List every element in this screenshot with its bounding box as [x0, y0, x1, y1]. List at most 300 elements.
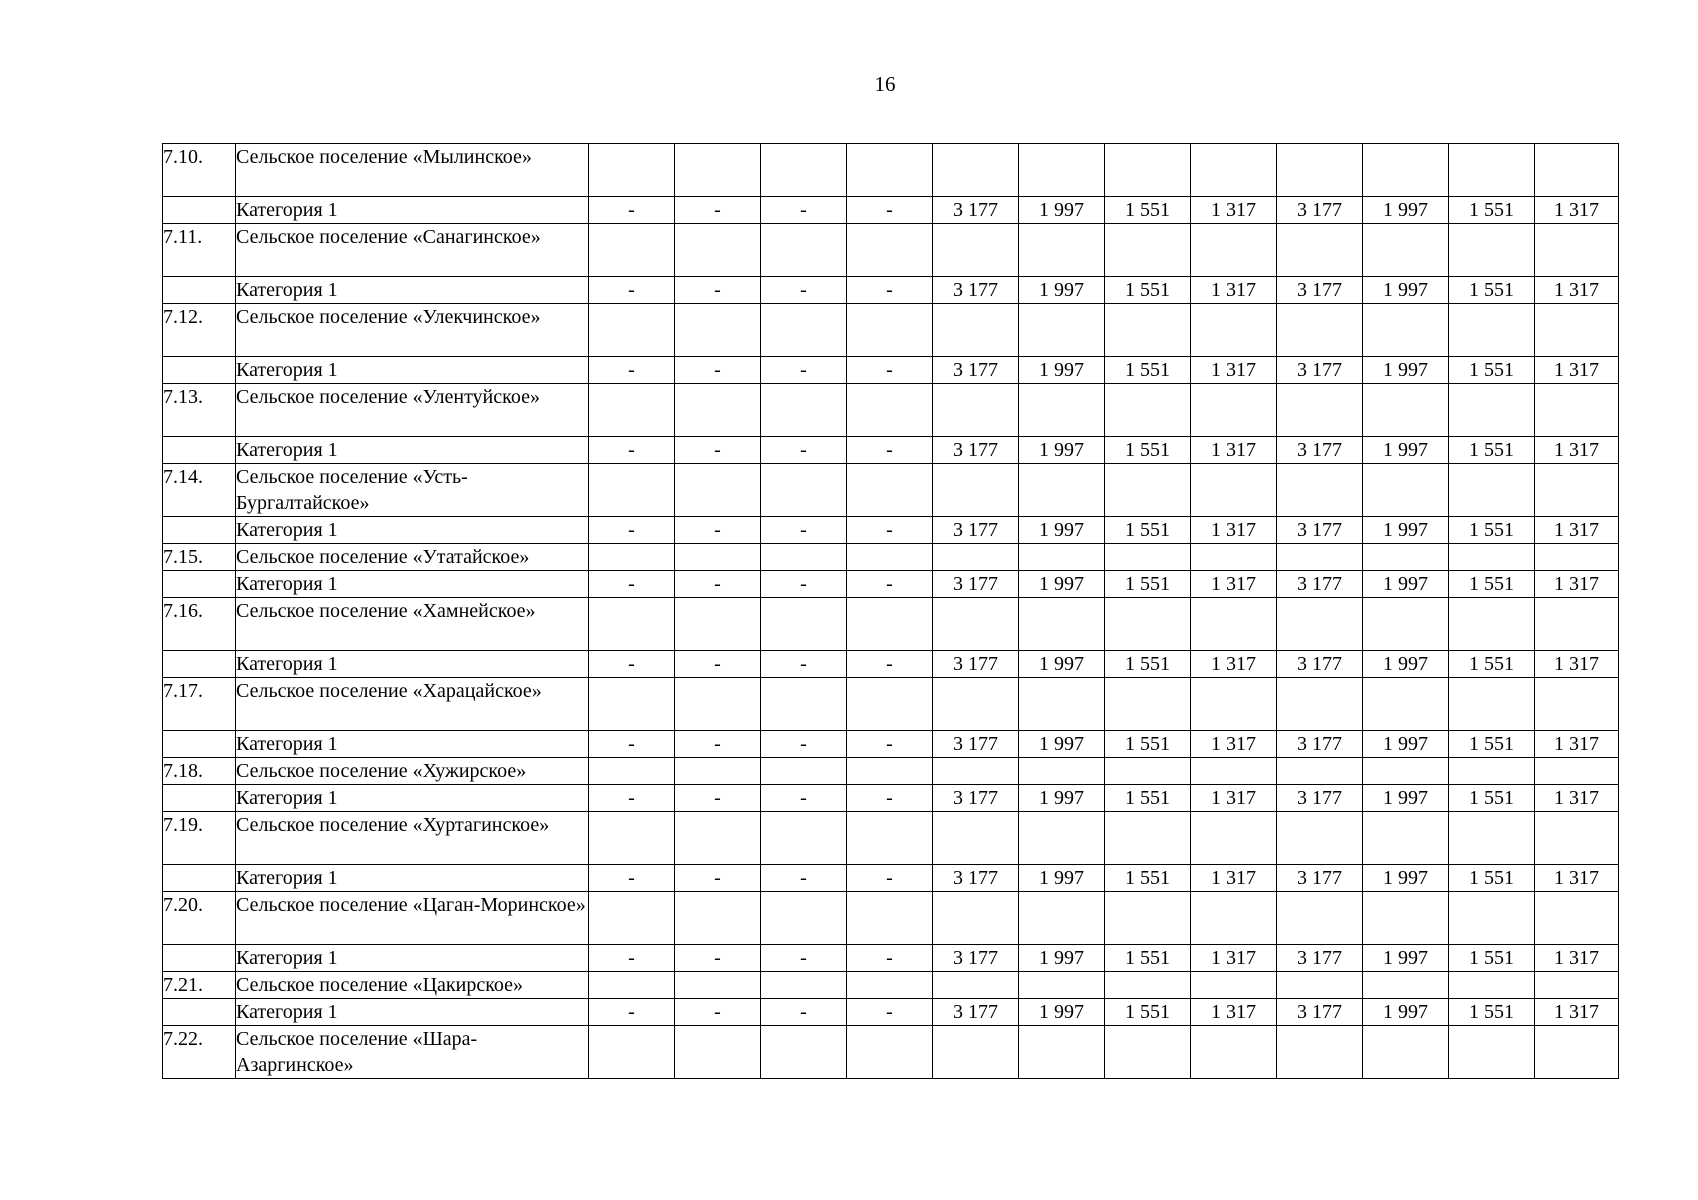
empty-cell	[1019, 384, 1105, 437]
empty-cell	[933, 224, 1019, 277]
settlement-row	[163, 758, 1619, 785]
value-cell: 1 317	[1191, 785, 1277, 812]
empty-cell	[1019, 304, 1105, 357]
value-cell: 1 551	[1449, 785, 1535, 812]
category-label: Категория 1	[236, 517, 589, 544]
value-cell: 3 177	[933, 197, 1019, 224]
value-cell: 1 551	[1449, 571, 1535, 598]
settlement-name: Сельское поселение «Улекчинское»	[236, 304, 589, 357]
value-cell: 1 317	[1191, 731, 1277, 758]
empty-cell	[1191, 544, 1277, 571]
empty-cell	[589, 384, 675, 437]
category-row	[163, 357, 1619, 384]
value-cell: 1 997	[1019, 571, 1105, 598]
empty-cell	[1019, 972, 1105, 999]
empty-cell	[1535, 304, 1619, 357]
value-cell: 3 177	[1277, 999, 1363, 1026]
value-cell: 1 317	[1535, 197, 1619, 224]
empty-cell	[1277, 1026, 1363, 1079]
empty-cell	[847, 224, 933, 277]
empty-cell	[675, 544, 761, 571]
value-cell: 3 177	[1277, 517, 1363, 544]
category-label: Категория 1	[236, 785, 589, 812]
empty-cell	[1191, 1026, 1277, 1079]
empty-cell	[1363, 544, 1449, 571]
empty-cell	[1277, 678, 1363, 731]
empty-cell	[675, 678, 761, 731]
empty-cell	[1277, 144, 1363, 197]
value-cell: 3 177	[1277, 197, 1363, 224]
value-cell: 1 551	[1449, 517, 1535, 544]
empty-cell	[1449, 544, 1535, 571]
value-cell: -	[589, 651, 675, 678]
settlement-name: Сельское поселение «Хамнейское»	[236, 598, 589, 651]
empty-cell	[1535, 972, 1619, 999]
empty-cell	[847, 758, 933, 785]
row-number: 7.16.	[163, 598, 236, 651]
empty-cell	[1277, 812, 1363, 865]
value-cell: 1 997	[1019, 651, 1105, 678]
settlement-row	[163, 224, 1619, 277]
empty-cell	[1191, 598, 1277, 651]
category-row	[163, 651, 1619, 678]
value-cell: -	[675, 437, 761, 464]
value-cell: 1 317	[1535, 517, 1619, 544]
value-cell: -	[589, 571, 675, 598]
value-cell: 1 317	[1191, 945, 1277, 972]
row-number-cell	[163, 999, 236, 1026]
empty-cell	[1277, 758, 1363, 785]
empty-cell	[1191, 972, 1277, 999]
empty-cell	[933, 304, 1019, 357]
value-cell: 1 997	[1363, 785, 1449, 812]
empty-cell	[847, 1026, 933, 1079]
value-cell: 1 551	[1105, 437, 1191, 464]
empty-cell	[675, 812, 761, 865]
category-row	[163, 945, 1619, 972]
empty-cell	[847, 304, 933, 357]
empty-cell	[1363, 812, 1449, 865]
empty-cell	[933, 758, 1019, 785]
empty-cell	[761, 972, 847, 999]
value-cell: 1 317	[1191, 571, 1277, 598]
value-cell: 1 551	[1105, 785, 1191, 812]
empty-cell	[761, 812, 847, 865]
empty-cell	[1105, 384, 1191, 437]
category-row	[163, 437, 1619, 464]
empty-cell	[1277, 892, 1363, 945]
category-label: Категория 1	[236, 277, 589, 304]
value-cell: 1 551	[1449, 945, 1535, 972]
value-cell: 1 317	[1191, 865, 1277, 892]
value-cell: 3 177	[1277, 277, 1363, 304]
value-cell: -	[675, 785, 761, 812]
empty-cell	[1535, 464, 1619, 517]
value-cell: 1 551	[1105, 731, 1191, 758]
value-cell: 1 317	[1535, 437, 1619, 464]
value-cell: 1 551	[1105, 517, 1191, 544]
empty-cell	[1535, 758, 1619, 785]
row-number-cell	[163, 731, 236, 758]
empty-cell	[589, 224, 675, 277]
empty-cell	[1105, 1026, 1191, 1079]
settlement-name: Сельское поселение «Улентуйское»	[236, 384, 589, 437]
empty-cell	[1449, 598, 1535, 651]
empty-cell	[1105, 544, 1191, 571]
value-cell: 1 551	[1449, 437, 1535, 464]
value-cell: -	[589, 945, 675, 972]
empty-cell	[847, 812, 933, 865]
empty-cell	[1363, 678, 1449, 731]
value-cell: 1 997	[1019, 865, 1105, 892]
value-cell: 3 177	[1277, 945, 1363, 972]
value-cell: 1 997	[1363, 865, 1449, 892]
value-cell: -	[761, 437, 847, 464]
empty-cell	[761, 304, 847, 357]
value-cell: 3 177	[933, 357, 1019, 384]
empty-cell	[589, 812, 675, 865]
empty-cell	[1449, 384, 1535, 437]
empty-cell	[1449, 972, 1535, 999]
empty-cell	[761, 758, 847, 785]
value-cell: 3 177	[933, 517, 1019, 544]
category-row	[163, 197, 1619, 224]
value-cell: 3 177	[1277, 437, 1363, 464]
empty-cell	[1449, 144, 1535, 197]
value-cell: -	[761, 945, 847, 972]
value-cell: 1 551	[1105, 277, 1191, 304]
empty-cell	[847, 144, 933, 197]
value-cell: 1 551	[1449, 865, 1535, 892]
settlement-row	[163, 678, 1619, 731]
empty-cell	[933, 972, 1019, 999]
value-cell: 1 997	[1019, 197, 1105, 224]
empty-cell	[1191, 758, 1277, 785]
row-number-cell	[163, 651, 236, 678]
row-number-cell	[163, 437, 236, 464]
settlement-row	[163, 144, 1619, 197]
empty-cell	[761, 544, 847, 571]
value-cell: -	[589, 357, 675, 384]
value-cell: -	[847, 651, 933, 678]
value-cell: 3 177	[1277, 357, 1363, 384]
row-number-cell	[163, 277, 236, 304]
row-number: 7.18.	[163, 758, 236, 785]
value-cell: 3 177	[933, 277, 1019, 304]
value-cell: 1 317	[1191, 517, 1277, 544]
empty-cell	[933, 678, 1019, 731]
empty-cell	[1277, 464, 1363, 517]
empty-cell	[1363, 224, 1449, 277]
value-cell: 1 551	[1449, 197, 1535, 224]
empty-cell	[1535, 1026, 1619, 1079]
empty-cell	[1535, 892, 1619, 945]
empty-cell	[1535, 598, 1619, 651]
value-cell: 1 551	[1105, 999, 1191, 1026]
empty-cell	[761, 598, 847, 651]
empty-cell	[1019, 812, 1105, 865]
category-label: Категория 1	[236, 865, 589, 892]
value-cell: -	[589, 865, 675, 892]
settlement-row	[163, 464, 1619, 517]
category-row	[163, 517, 1619, 544]
empty-cell	[1449, 224, 1535, 277]
empty-cell	[675, 224, 761, 277]
category-label: Категория 1	[236, 945, 589, 972]
value-cell: -	[675, 357, 761, 384]
empty-cell	[675, 384, 761, 437]
value-cell: 3 177	[1277, 785, 1363, 812]
category-label: Категория 1	[236, 437, 589, 464]
empty-cell	[675, 144, 761, 197]
row-number: 7.15.	[163, 544, 236, 571]
value-cell: 1 551	[1449, 357, 1535, 384]
value-cell: -	[847, 277, 933, 304]
row-number-cell	[163, 571, 236, 598]
empty-cell	[1363, 384, 1449, 437]
value-cell: -	[589, 731, 675, 758]
value-cell: -	[761, 277, 847, 304]
empty-cell	[933, 598, 1019, 651]
empty-cell	[1105, 304, 1191, 357]
value-cell: -	[589, 999, 675, 1026]
value-cell: -	[589, 785, 675, 812]
value-cell: -	[589, 277, 675, 304]
value-cell: 3 177	[933, 945, 1019, 972]
empty-cell	[1277, 224, 1363, 277]
value-cell: -	[847, 357, 933, 384]
empty-cell	[589, 598, 675, 651]
empty-cell	[1019, 464, 1105, 517]
value-cell: -	[675, 731, 761, 758]
value-cell: -	[847, 437, 933, 464]
settlement-name: Сельское поселение «Цакирское»	[236, 972, 589, 999]
value-cell: 1 317	[1191, 277, 1277, 304]
value-cell: -	[675, 945, 761, 972]
empty-cell	[1363, 304, 1449, 357]
empty-cell	[1363, 972, 1449, 999]
value-cell: 1 997	[1363, 197, 1449, 224]
empty-cell	[847, 544, 933, 571]
settlement-row	[163, 892, 1619, 945]
settlement-name: Сельское поселение «Хужирское»	[236, 758, 589, 785]
value-cell: -	[589, 197, 675, 224]
empty-cell	[847, 598, 933, 651]
empty-cell	[589, 892, 675, 945]
value-cell: 1 997	[1019, 785, 1105, 812]
value-cell: 1 317	[1535, 651, 1619, 678]
value-cell: 1 997	[1019, 277, 1105, 304]
row-number: 7.10.	[163, 144, 236, 197]
empty-cell	[1019, 892, 1105, 945]
value-cell: 1 997	[1019, 731, 1105, 758]
value-cell: -	[675, 277, 761, 304]
value-cell: 3 177	[933, 785, 1019, 812]
value-cell: 1 551	[1105, 571, 1191, 598]
empty-cell	[847, 384, 933, 437]
empty-cell	[761, 892, 847, 945]
empty-cell	[1191, 144, 1277, 197]
settlement-name: Сельское поселение «Усть-Бургалтайское»	[236, 464, 589, 517]
value-cell: 1 551	[1449, 999, 1535, 1026]
settlement-name: Сельское поселение «Утатайское»	[236, 544, 589, 571]
row-number: 7.20.	[163, 892, 236, 945]
category-row	[163, 571, 1619, 598]
empty-cell	[1449, 812, 1535, 865]
value-cell: 1 997	[1363, 437, 1449, 464]
value-cell: -	[675, 517, 761, 544]
empty-cell	[1535, 144, 1619, 197]
empty-cell	[1191, 224, 1277, 277]
value-cell: 1 317	[1535, 571, 1619, 598]
empty-cell	[761, 678, 847, 731]
empty-cell	[933, 144, 1019, 197]
settlement-name: Сельское поселение «Хуртагинское»	[236, 812, 589, 865]
value-cell: 1 551	[1105, 197, 1191, 224]
value-cell: 3 177	[933, 731, 1019, 758]
empty-cell	[1105, 464, 1191, 517]
value-cell: 1 551	[1105, 651, 1191, 678]
value-cell: -	[847, 731, 933, 758]
value-cell: 1 317	[1191, 651, 1277, 678]
settlement-row	[163, 598, 1619, 651]
value-cell: 1 997	[1363, 357, 1449, 384]
settlement-row	[163, 1026, 1619, 1079]
value-cell: -	[761, 785, 847, 812]
empty-cell	[1277, 598, 1363, 651]
empty-cell	[1277, 304, 1363, 357]
value-cell: -	[847, 999, 933, 1026]
settlement-row	[163, 812, 1619, 865]
row-number-cell	[163, 945, 236, 972]
empty-cell	[1019, 598, 1105, 651]
empty-cell	[675, 598, 761, 651]
category-row	[163, 999, 1619, 1026]
empty-cell	[847, 678, 933, 731]
row-number: 7.13.	[163, 384, 236, 437]
empty-cell	[1019, 678, 1105, 731]
empty-cell	[1449, 678, 1535, 731]
settlement-name: Сельское поселение «Мылинское»	[236, 144, 589, 197]
value-cell: 1 317	[1191, 197, 1277, 224]
empty-cell	[675, 464, 761, 517]
value-cell: 1 317	[1535, 999, 1619, 1026]
value-cell: 1 551	[1105, 865, 1191, 892]
value-cell: -	[847, 571, 933, 598]
row-number-cell	[163, 197, 236, 224]
row-number: 7.14.	[163, 464, 236, 517]
table-body	[163, 144, 1619, 1079]
value-cell: 1 317	[1535, 865, 1619, 892]
empty-cell	[1535, 678, 1619, 731]
value-cell: -	[761, 357, 847, 384]
empty-cell	[589, 464, 675, 517]
value-cell: -	[761, 571, 847, 598]
row-number-cell	[163, 517, 236, 544]
empty-cell	[933, 464, 1019, 517]
empty-cell	[675, 1026, 761, 1079]
empty-cell	[589, 678, 675, 731]
value-cell: 1 317	[1191, 999, 1277, 1026]
empty-cell	[1191, 464, 1277, 517]
empty-cell	[589, 1026, 675, 1079]
tariff-table	[162, 143, 1619, 1079]
value-cell: -	[761, 731, 847, 758]
category-row	[163, 731, 1619, 758]
category-row	[163, 785, 1619, 812]
value-cell: -	[761, 999, 847, 1026]
value-cell: 1 997	[1363, 731, 1449, 758]
category-label: Категория 1	[236, 357, 589, 384]
empty-cell	[1019, 144, 1105, 197]
value-cell: -	[589, 437, 675, 464]
value-cell: -	[761, 651, 847, 678]
value-cell: 3 177	[1277, 865, 1363, 892]
value-cell: 1 317	[1191, 357, 1277, 384]
value-cell: -	[675, 999, 761, 1026]
empty-cell	[1191, 812, 1277, 865]
empty-cell	[761, 1026, 847, 1079]
settlement-name: Сельское поселение «Харацайское»	[236, 678, 589, 731]
value-cell: -	[675, 571, 761, 598]
empty-cell	[1449, 1026, 1535, 1079]
settlement-row	[163, 544, 1619, 571]
empty-cell	[1105, 892, 1191, 945]
value-cell: 1 551	[1449, 731, 1535, 758]
settlement-name: Сельское поселение «Цаган-Моринское»	[236, 892, 589, 945]
empty-cell	[589, 758, 675, 785]
value-cell: -	[847, 197, 933, 224]
category-row	[163, 865, 1619, 892]
value-cell: -	[761, 865, 847, 892]
empty-cell	[933, 544, 1019, 571]
value-cell: 1 551	[1105, 945, 1191, 972]
row-number-cell	[163, 865, 236, 892]
category-label: Категория 1	[236, 197, 589, 224]
empty-cell	[761, 464, 847, 517]
value-cell: 1 997	[1363, 571, 1449, 598]
empty-cell	[933, 384, 1019, 437]
settlement-row	[163, 972, 1619, 999]
empty-cell	[1363, 598, 1449, 651]
value-cell: 1 317	[1535, 277, 1619, 304]
row-number-cell	[163, 357, 236, 384]
empty-cell	[1019, 1026, 1105, 1079]
row-number-cell	[163, 785, 236, 812]
empty-cell	[933, 892, 1019, 945]
category-label: Категория 1	[236, 651, 589, 678]
value-cell: 3 177	[1277, 651, 1363, 678]
value-cell: 1 997	[1363, 517, 1449, 544]
empty-cell	[589, 304, 675, 357]
value-cell: 1 997	[1019, 437, 1105, 464]
empty-cell	[1535, 384, 1619, 437]
value-cell: 1 997	[1019, 357, 1105, 384]
empty-cell	[1277, 972, 1363, 999]
page-number: 16	[874, 72, 896, 96]
empty-cell	[1363, 758, 1449, 785]
empty-cell	[1191, 892, 1277, 945]
empty-cell	[1105, 758, 1191, 785]
value-cell: 1 997	[1363, 999, 1449, 1026]
value-cell: -	[675, 865, 761, 892]
empty-cell	[933, 1026, 1019, 1079]
value-cell: -	[761, 197, 847, 224]
value-cell: -	[847, 945, 933, 972]
empty-cell	[1105, 812, 1191, 865]
empty-cell	[1449, 304, 1535, 357]
empty-cell	[1449, 758, 1535, 785]
